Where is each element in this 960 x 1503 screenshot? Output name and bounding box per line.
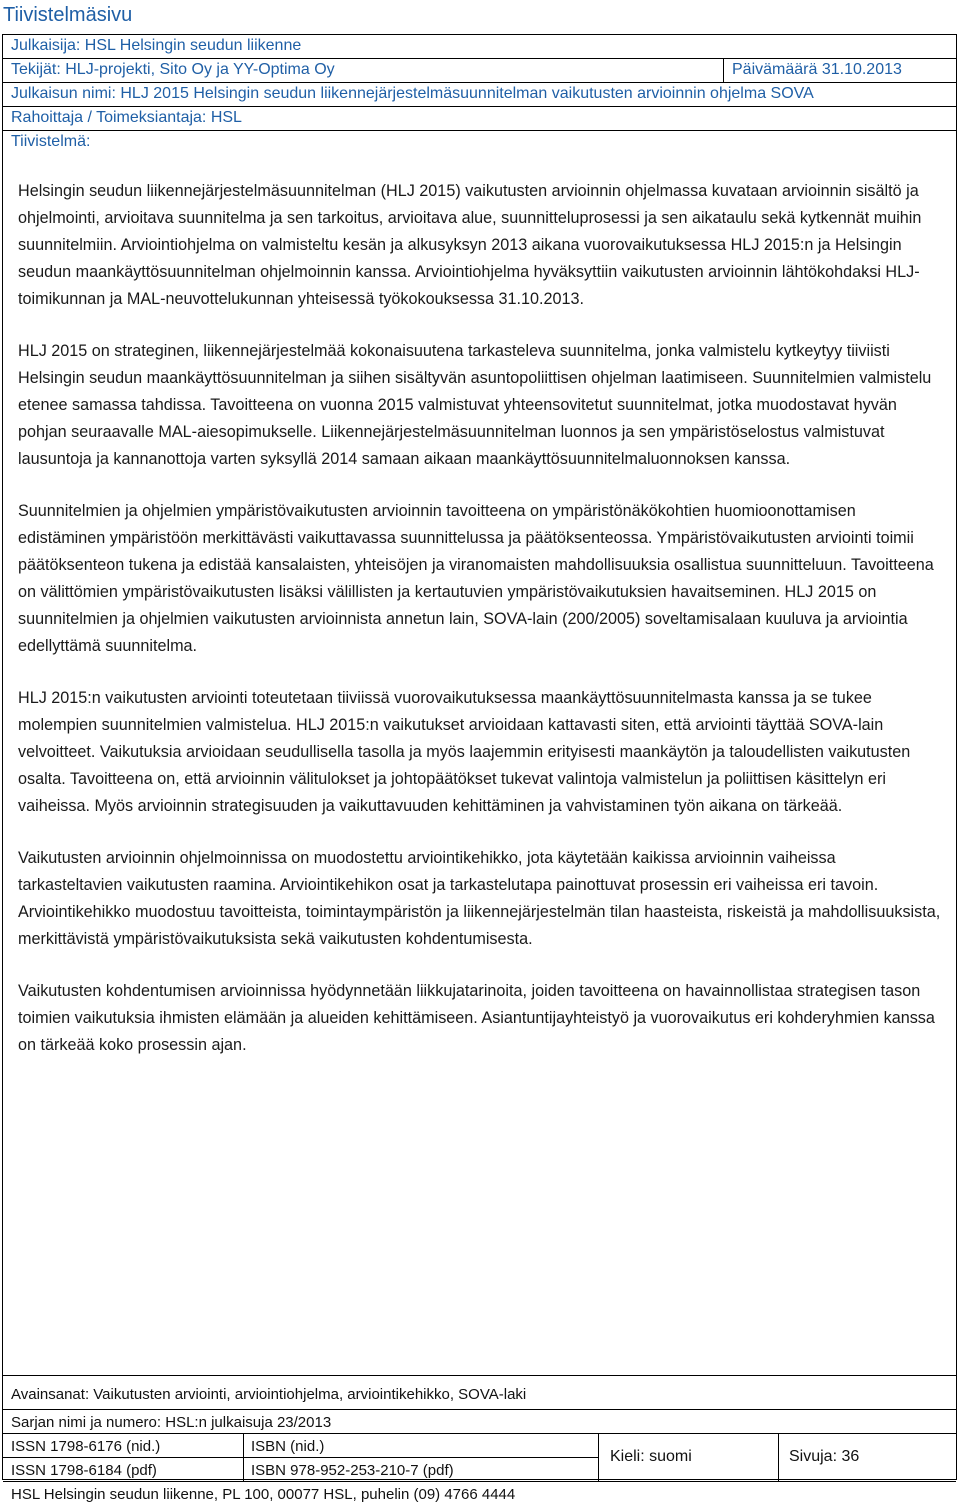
paragraph-3: Suunnitelmien ja ohjelmien ympäristövaikutusten arvioinnin tavoitteena on ympäristönäkökohtien huomioonottamisen edistäminen ympäristöön merkittävästi vaikuttavassa suunnittelussa ja päätöksenteossa. Ympäristövaikutusten arviointi toimii päätöksenteon tukena ja edistää kansalaisten, yhteisöjen ja viranomaisten mahdollisuuksia osallistua suunnitteluun. Tavoitteena on välittömien ympäristövaikutusten lisäksi välillisten ja kertautuvien ympäristövaikutuksien havaitseminen. HLJ 2015 on suunnitelmien ja ohjelmien vaikutusten arvioinnista annetun lain, SOVA-lain (200/2005) soveltamisalaan kuuluva ja arviointia edellyttämä suunnitelma. bbox=[18, 502, 934, 655]
footer-table bbox=[3, 1375, 956, 1503]
date-text: Päivämäärä 31.10.2013 bbox=[732, 61, 902, 78]
paragraph-4: HLJ 2015:n vaikutusten arviointi toteutetaan tiiviissä vuorovaikutuksessa maankäyttösuunnitelmasta kanssa ja se tukee molempien suunnitelmien valmistelua. HLJ 2015:n vaikutukset arvioidaan kattavasti siten, että arviointi täyttää SOVA-lain velvoitteet. Vaikutuksia arvioidaan seudullisella tasolla ja myös laajemmin erityisesti maankäytön ja taloudellisten vaikutusten osalta. Tavoitteena on, että arvioinnin välitulokset ja johtopäätökset tukevat valintoja valmistelun ja poliittisen käsittelyn eri vaiheissa. Myös arvioinnin strategisuuden ja vaikuttavuuden kehittäminen ja vahvistaminen työn aikana on tärkeää. bbox=[18, 689, 911, 815]
paragraph-2: HLJ 2015 on strateginen, liikennejärjestelmää kokonaisuutena tarkasteleva suunnitelma, jonka valmistelu kytkeytyy tiiviisti Helsingin seudun maankäyttösuunnitelman ja siihen sisältyvän asuntopoliittisen ohjelman laatimiseen. Suunnitelmien valmistelu etenee samassa tahdissa. Tavoitteena on vuonna 2015 valmistuvat yhteensovitetut suunnitelmat, jotka muodostavat hyvän pohjan seuraavalle MAL-aiesopimukselle. Liikennejärjestelmäsuunnitelman luonnos ja sen ympäristöselostus valmistuvat lausuntoja ja kannanottoja varten syksyllä 2014 samaan aikaan maankäyttösuunnitelmaluonnoksen kanssa. bbox=[18, 342, 932, 468]
authors-row bbox=[3, 59, 956, 83]
date-cell bbox=[723, 59, 956, 82]
pages-text: Sivuja: 36 bbox=[789, 1448, 860, 1465]
isbn-divider bbox=[243, 1434, 244, 1482]
isbn-pdf-text: ISBN 978-952-253-210-7 (pdf) bbox=[251, 1462, 454, 1479]
contact-text: HSL Helsingin seudun liikenne, PL 100, 00077 HSL, puhelin (09) 4766 4444 bbox=[11, 1486, 516, 1503]
abstract-body bbox=[18, 178, 943, 1084]
page-title: Tiivistelmäsivu bbox=[3, 4, 133, 26]
authors-text: Tekijät: HLJ-projekti, Sito Oy ja YY-Optima Oy bbox=[11, 61, 335, 78]
issn-isbn-print-row bbox=[3, 1434, 598, 1458]
paragraph-6: Vaikutusten kohdentumisen arvioinnissa hyödynnetään liikkujatarinoita, joiden tavoitteena on havainnollistaa strategisen tason toimien vaikutuksia ihmisten elämään ja alueiden kehittämiseen. Asiantuntijayhteistyö ja vuorovaikutus eri kohderyhmien kanssa on tärkeää koko prosessin ajan. bbox=[18, 982, 935, 1054]
issn-print-text: ISSN 1798-6176 (nid.) bbox=[11, 1438, 161, 1455]
series-row bbox=[3, 1410, 956, 1434]
funder-text: Rahoittaja / Toimeksiantaja: HSL bbox=[11, 109, 242, 126]
publication-name-row bbox=[3, 83, 956, 107]
paragraph-1: Helsingin seudun liikennejärjestelmäsuunnitelman (HLJ 2015) vaikutusten arvioinnin ohjelmassa kuvataan arvioinnin sisältö ja ohjelmointi, arvioitava suunnitelma ja sen tarkoitus, arvioitava alue, suunnitteluprosessi ja sen aikataulu sekä kytkennät muihin suunnitelmiin. Arviointiohjelma on valmisteltu kesän ja alkusyksyn 2013 aikana vuorovaikutuksessa HLJ 2015:n ja Helsingin seudun maankäyttösuunnitelman ohjelmoinnin kanssa. Arviointiohjelma hyväksyttiin vaikutusten arvioinnin lähtökohdaksi HLJ-toimikunnan ja MAL-neuvottelukunnan yhteisessä työkokouksessa 31.10.2013. bbox=[18, 182, 922, 308]
abstract-label-row bbox=[3, 131, 956, 155]
keywords-text: Avainsanat: Vaikutusten arviointi, arviointiohjelma, arviointikehikko, SOVA-laki bbox=[11, 1386, 527, 1403]
series-text: Sarjan nimi ja numero: HSL:n julkaisuja 23/2013 bbox=[11, 1414, 332, 1431]
isbn-print-text: ISBN (nid.) bbox=[251, 1438, 325, 1455]
publisher-row bbox=[3, 35, 956, 59]
funder-row bbox=[3, 107, 956, 131]
keywords-row bbox=[3, 1376, 956, 1410]
publication-name-text: Julkaisun nimi: HLJ 2015 Helsingin seudun liikennejärjestelmäsuunnitelman vaikutusten arvioinnin ohjelma SOVA bbox=[11, 85, 814, 102]
pages-divider bbox=[778, 1434, 779, 1482]
language-divider bbox=[598, 1434, 599, 1482]
abstract-label: Tiivistelmä: bbox=[11, 133, 91, 150]
language-text: Kieli: suomi bbox=[610, 1448, 692, 1465]
issn-pdf-text: ISSN 1798-6184 (pdf) bbox=[11, 1462, 157, 1479]
paragraph-5: Vaikutusten arvioinnin ohjelmoinnissa on muodostettu arviointikehikko, jota käytetään kaikissa arvioinnin vaiheissa tarkasteltavien vaikutusten raamina. Arviointikehikon osat ja tarkastelutapa painottuvat prosessin eri vaiheissa eri tavoin. Arviointikehikko muodostuu tavoitteista, toimintaympäristön ja liikennejärjestelmän tilan haasteista, riskeistä ja mahdollisuuksista, merkittävistä ympäristövaikutuksista sekä vaikutusten kohdentumisesta. bbox=[18, 849, 941, 948]
publisher-text: Julkaisija: HSL Helsingin seudun liikenne bbox=[11, 37, 302, 54]
